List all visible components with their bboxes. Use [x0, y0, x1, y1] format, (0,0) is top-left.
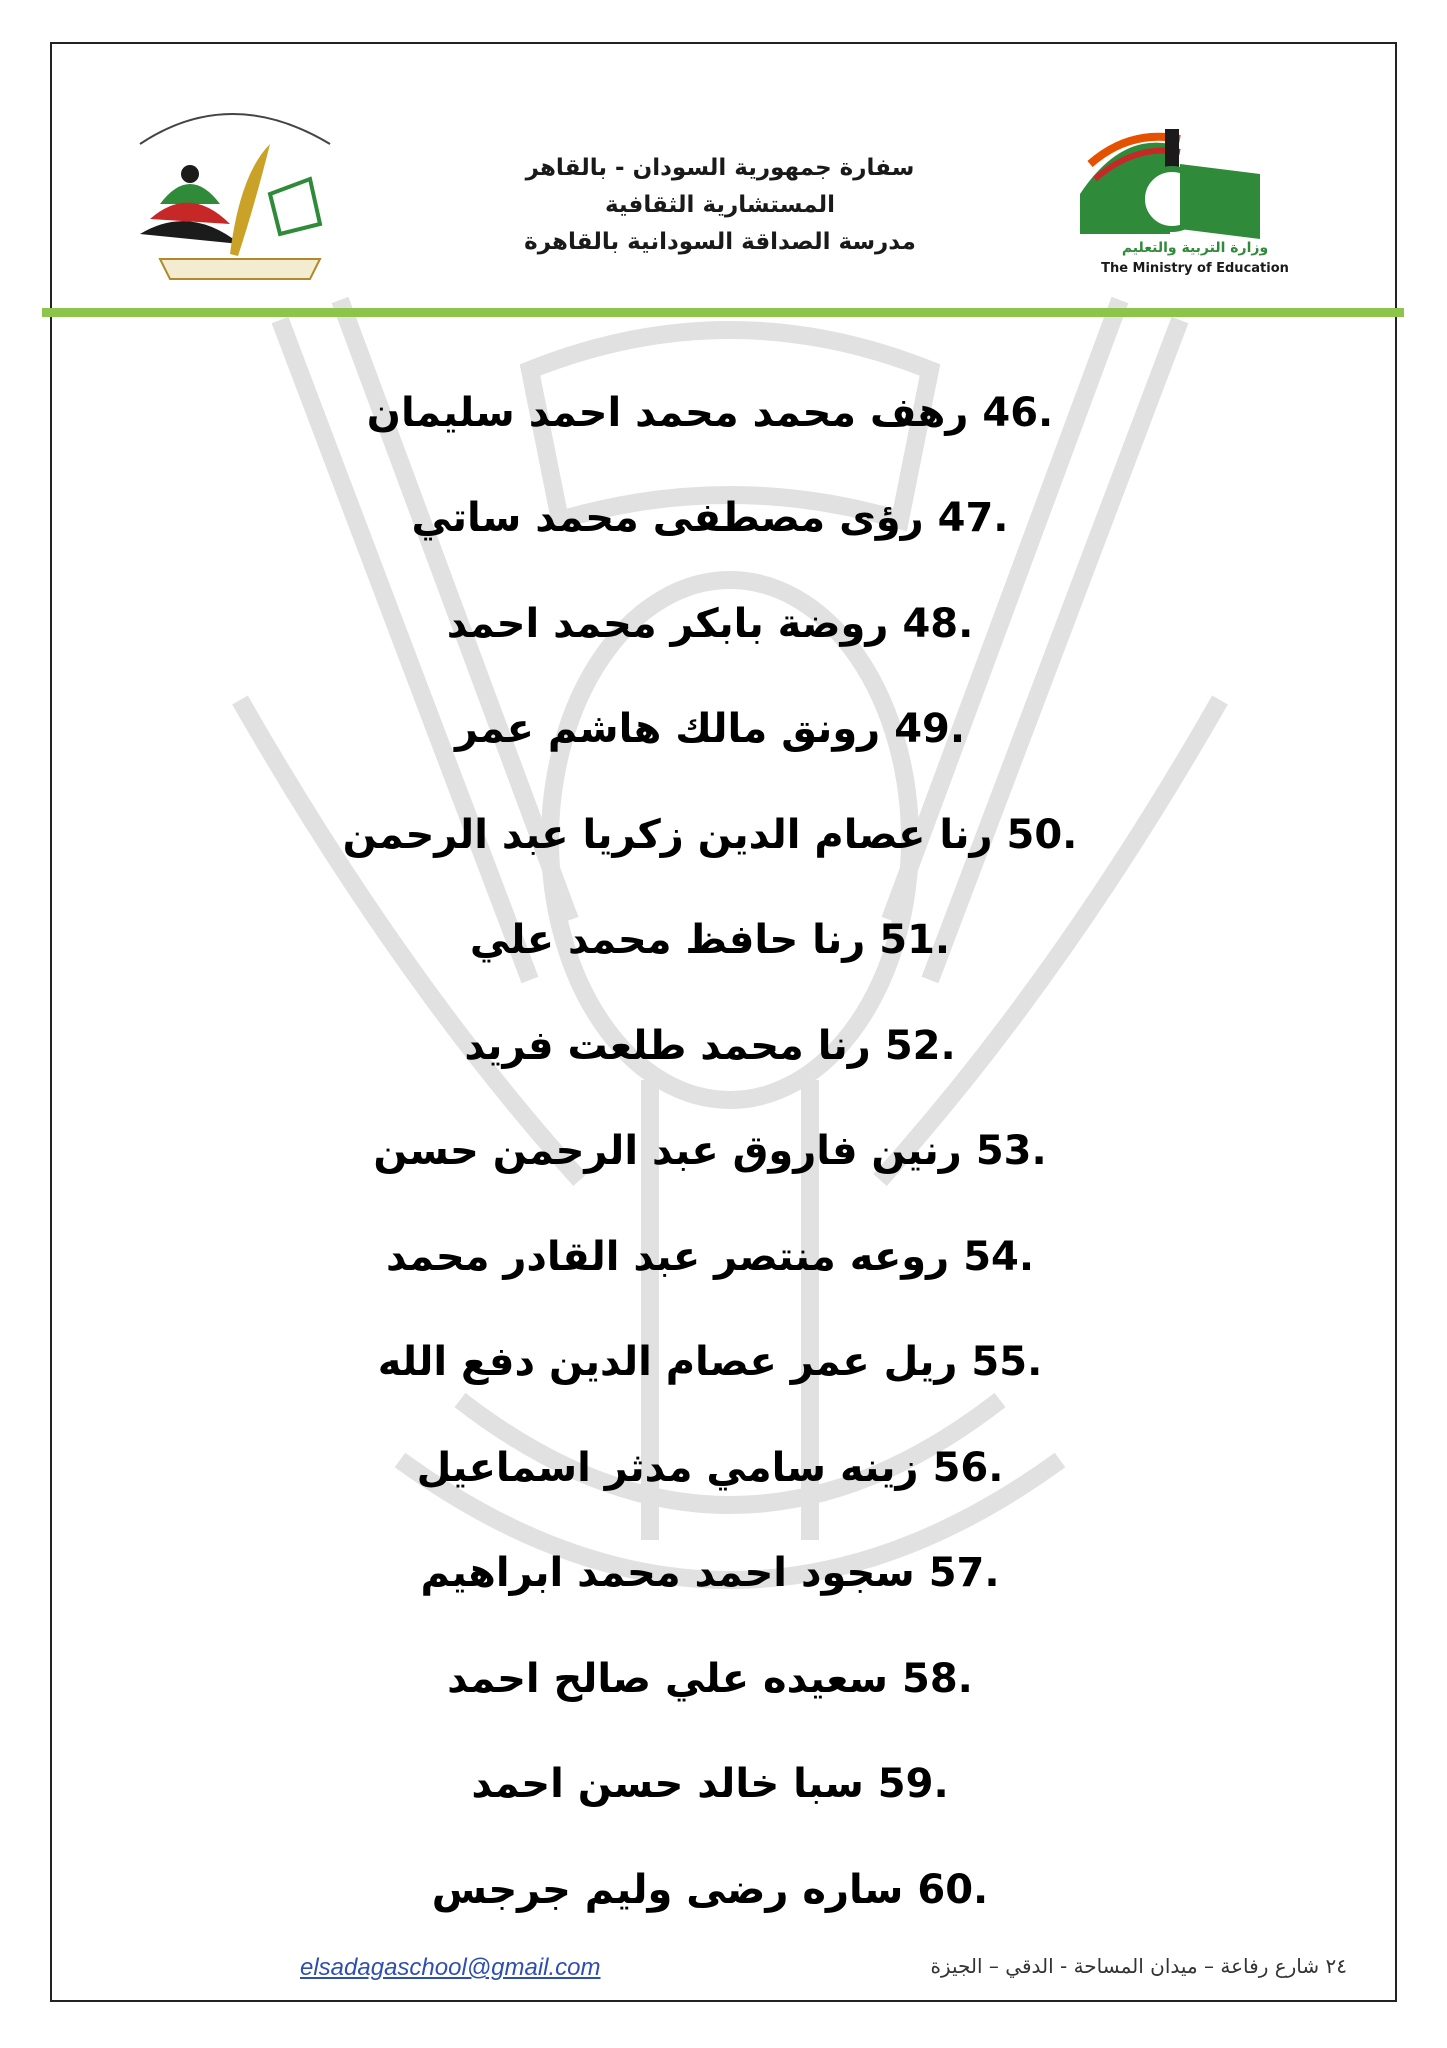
list-item [260, 993, 1160, 1099]
student-name: رونق مالك هاشم عمر [454, 706, 881, 753]
list-item [260, 360, 1160, 466]
student-name: ساره رضى وليم جرجس [431, 1866, 904, 1913]
student-name: سعيده علي صالح احمد [447, 1655, 888, 1702]
student-name: ريل عمر عصام الدين دفع الله [377, 1339, 958, 1386]
ministry-logo-arabic-text: وزارة التربية والتعليم [1121, 240, 1269, 256]
item-number: 58. [902, 1655, 973, 1702]
student-name: سبا خالد حسن احمد [471, 1761, 864, 1808]
list-item [260, 1415, 1160, 1521]
item-number: 60. [917, 1866, 989, 1913]
list-item [260, 888, 1160, 994]
header-line-school: مدرسة الصداقة السودانية بالقاهرة [524, 229, 916, 255]
item-number: 59. [877, 1761, 949, 1808]
list-item [260, 1837, 1160, 1943]
header-line-embassy: سفارة جمهورية السودان - بالقاهر [525, 155, 915, 181]
list-item [260, 1310, 1160, 1416]
student-name: رهف محمد محمد احمد سليمان [366, 389, 969, 436]
footer-address: ٢٤ شارع رفاعة – ميدان المساحة - الدقي – الجيزة [930, 1954, 1347, 1978]
school-logo [120, 84, 350, 284]
ministry-logo-english-text: The Ministry of Education [1101, 261, 1289, 276]
item-number: 56. [932, 1444, 1004, 1491]
list-item [260, 1732, 1160, 1838]
item-number: 50. [1006, 811, 1078, 858]
list-item [260, 1099, 1160, 1205]
student-name: سجود احمد محمد ابراهيم [420, 1550, 915, 1597]
student-name: رنا حافظ محمد علي [469, 917, 866, 964]
item-number: 51. [879, 917, 951, 964]
header-line-cultural-office: المستشارية الثقافية [604, 192, 836, 218]
student-name: رنا محمد طلعت فريد [464, 1022, 871, 1069]
list-item [260, 466, 1160, 572]
item-number: 47. [937, 495, 1009, 542]
list-item [260, 782, 1160, 888]
item-number: 57. [928, 1550, 1000, 1597]
student-name: روعه منتصر عبد القادر محمد [385, 1233, 950, 1280]
ministry-logo [1050, 124, 1340, 284]
list-item [260, 571, 1160, 677]
student-name: رؤى مصطفى محمد ساتي [411, 495, 924, 542]
item-number: 55. [971, 1339, 1043, 1386]
student-name: زينه سامي مدثر اسماعيل [416, 1444, 919, 1491]
item-number: 53. [975, 1128, 1047, 1175]
email-link[interactable]: elsadagaschool@gmail.com [300, 1954, 601, 1981]
student-name: روضة بابكر محمد احمد [446, 600, 889, 647]
list-item [260, 1204, 1160, 1310]
item-number: 54. [963, 1233, 1035, 1280]
header-divider [42, 308, 1404, 317]
student-list [260, 360, 1160, 1943]
student-name: رنا عصام الدين زكريا عبد الرحمن [342, 811, 993, 858]
item-number: 46. [982, 389, 1054, 436]
header-text-block [460, 150, 980, 261]
list-item [260, 677, 1160, 783]
item-number: 52. [884, 1022, 956, 1069]
student-name: رنين فاروق عبد الرحمن حسن [373, 1128, 962, 1175]
item-number: 48. [902, 600, 974, 647]
item-number: 49. [894, 706, 966, 753]
list-item [260, 1521, 1160, 1627]
list-item [260, 1626, 1160, 1732]
